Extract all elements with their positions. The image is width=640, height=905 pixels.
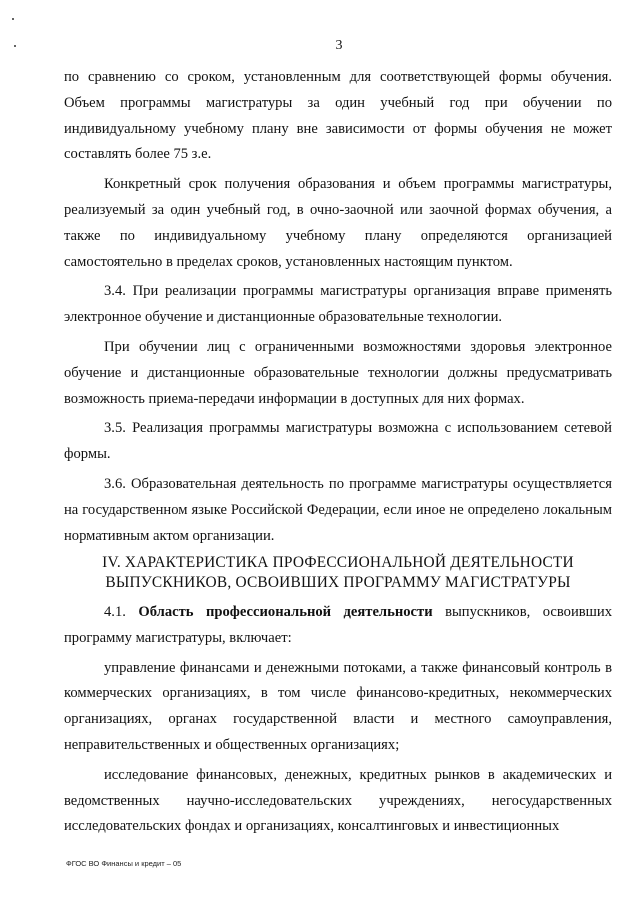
paragraph: Конкретный срок получения образования и объем программы магистратуры, реализуемый за один учебный год, в очно-заочной или заочной формах обучения, а также по индивидуальному учебному плану определяются организацией самостоятельно в пределах сроков, установленных настоящим пунктом. xyxy=(64,176,612,270)
section-heading xyxy=(64,553,612,593)
body-text-top xyxy=(64,65,612,553)
section-heading-line: IV. ХАРАКТЕРИСТИКА ПРОФЕССИОНАЛЬНОЙ ДЕЯТЕЛЬНОСТИ xyxy=(102,554,574,571)
paragraph: 3.5. Реализация программы магистратуры возможна с использованием сетевой формы. xyxy=(64,420,612,463)
paragraph: 3.4. При реализации программы магистратуры организация вправе применять электронное обучение и дистанционные образовательные технологии. xyxy=(64,283,612,326)
footer-note: ФГОС ВО Финансы и кредит – 05 xyxy=(66,859,182,868)
paragraph: по сравнению со сроком, установленным для соответствующей формы обучения. Объем программы магистратуры за один учебный год при обучении по индивидуальному учебному плану вне зависимости от формы обучения не может составлять более 75 з.е. xyxy=(64,69,612,163)
item-4-1 xyxy=(64,600,612,652)
paragraph: 3.6. Образовательная деятельность по программе магистратуры осуществляется на государственном языке Российской Федерации, если иное не определено локальным нормативным актом организации. xyxy=(64,475,612,544)
section-heading-line: ВЫПУСКНИКОВ, ОСВОИВШИХ ПРОГРАММУ МАГИСТРАТУРЫ xyxy=(105,574,571,591)
paragraph: исследование финансовых, денежных, кредитных рынков в академических и ведомственных научно-исследовательских учреждениях, негосударственных исследовательских фондах и организациях, консалтинговых и инвестиционных xyxy=(64,766,612,835)
body-text-bottom xyxy=(64,600,612,844)
paragraph: управление финансами и денежными потоками, а также финансовый контроль в коммерческих организациях, в том числе финансово-кредитных, некоммерческих организациях, органах государственной власти и местного самоуправления, неправительственных и общественных организациях; xyxy=(64,659,612,753)
page-number: 3 xyxy=(335,38,343,53)
bold-term: Область профессиональной деятельности xyxy=(138,604,433,620)
item-number: 4.1. xyxy=(104,604,126,620)
paragraph: При обучении лиц с ограниченными возможностями здоровья электронное обучение и дистанционные образовательные технологии должны предусматривать возможность приема-передачи информации в доступных для них формах. xyxy=(64,338,612,407)
item-text: выпускников, освоивших программу магистратуры, включает: xyxy=(64,604,612,646)
scan-speck xyxy=(12,18,14,20)
